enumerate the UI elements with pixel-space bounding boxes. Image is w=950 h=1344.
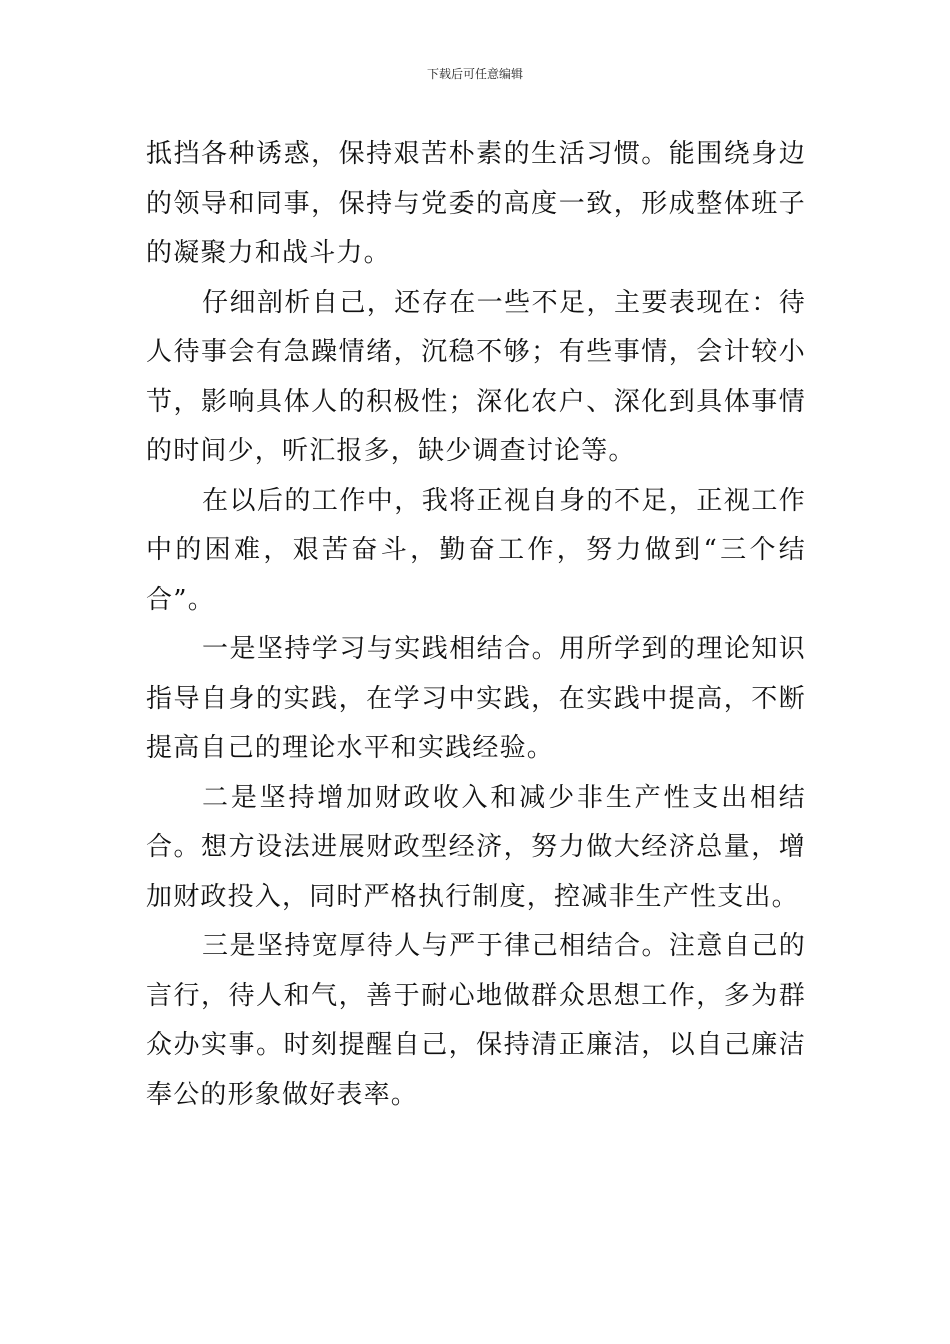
document-body [146, 130, 806, 1120]
paragraph-4: 一是坚持学习与实践相结合。用所学到的理论知识指导自身的实践，在学习中实践，在实践中提高，不断提高自己的理论水平和实践经验。 [146, 634, 806, 763]
paragraph-6: 三是坚持宽厚待人与严于律己相结合。注意自己的言行，待人和气，善于耐心地做群众思想工作，多为群众办实事。时刻提醒自己，保持清正廉洁，以自己廉洁奉公的形象做好表率。 [146, 931, 806, 1110]
paragraph-2: 仔细剖析自己，还存在一些不足，主要表现在：待人待事会有急躁情绪，沉稳不够；有些事情，会计较小节，影响具体人的积极性；深化农户、深化到具体事情的时间少，听汇报多，缺少调查讨论等。 [146, 287, 806, 466]
paragraph-3: 在以后的工作中，我将正视自身的不足，正视工作中的困难，艰苦奋斗，勤奋工作，努力做到“三个结合”。 [146, 485, 806, 615]
paragraph-5: 二是坚持增加财政收入和减少非生产性支出相结合。想方设法进展财政型经济，努力做大经济总量，增加财政投入，同时严格执行制度，控减非生产性支出。 [146, 782, 806, 912]
page-header: 下载后可任意编辑 [426, 67, 523, 81]
paragraph-1: 抵挡各种诱惑，保持艰苦朴素的生活习惯。能围绕身边的领导和同事，保持与党委的高度一致，形成整体班子的凝聚力和战斗力。 [146, 139, 806, 268]
